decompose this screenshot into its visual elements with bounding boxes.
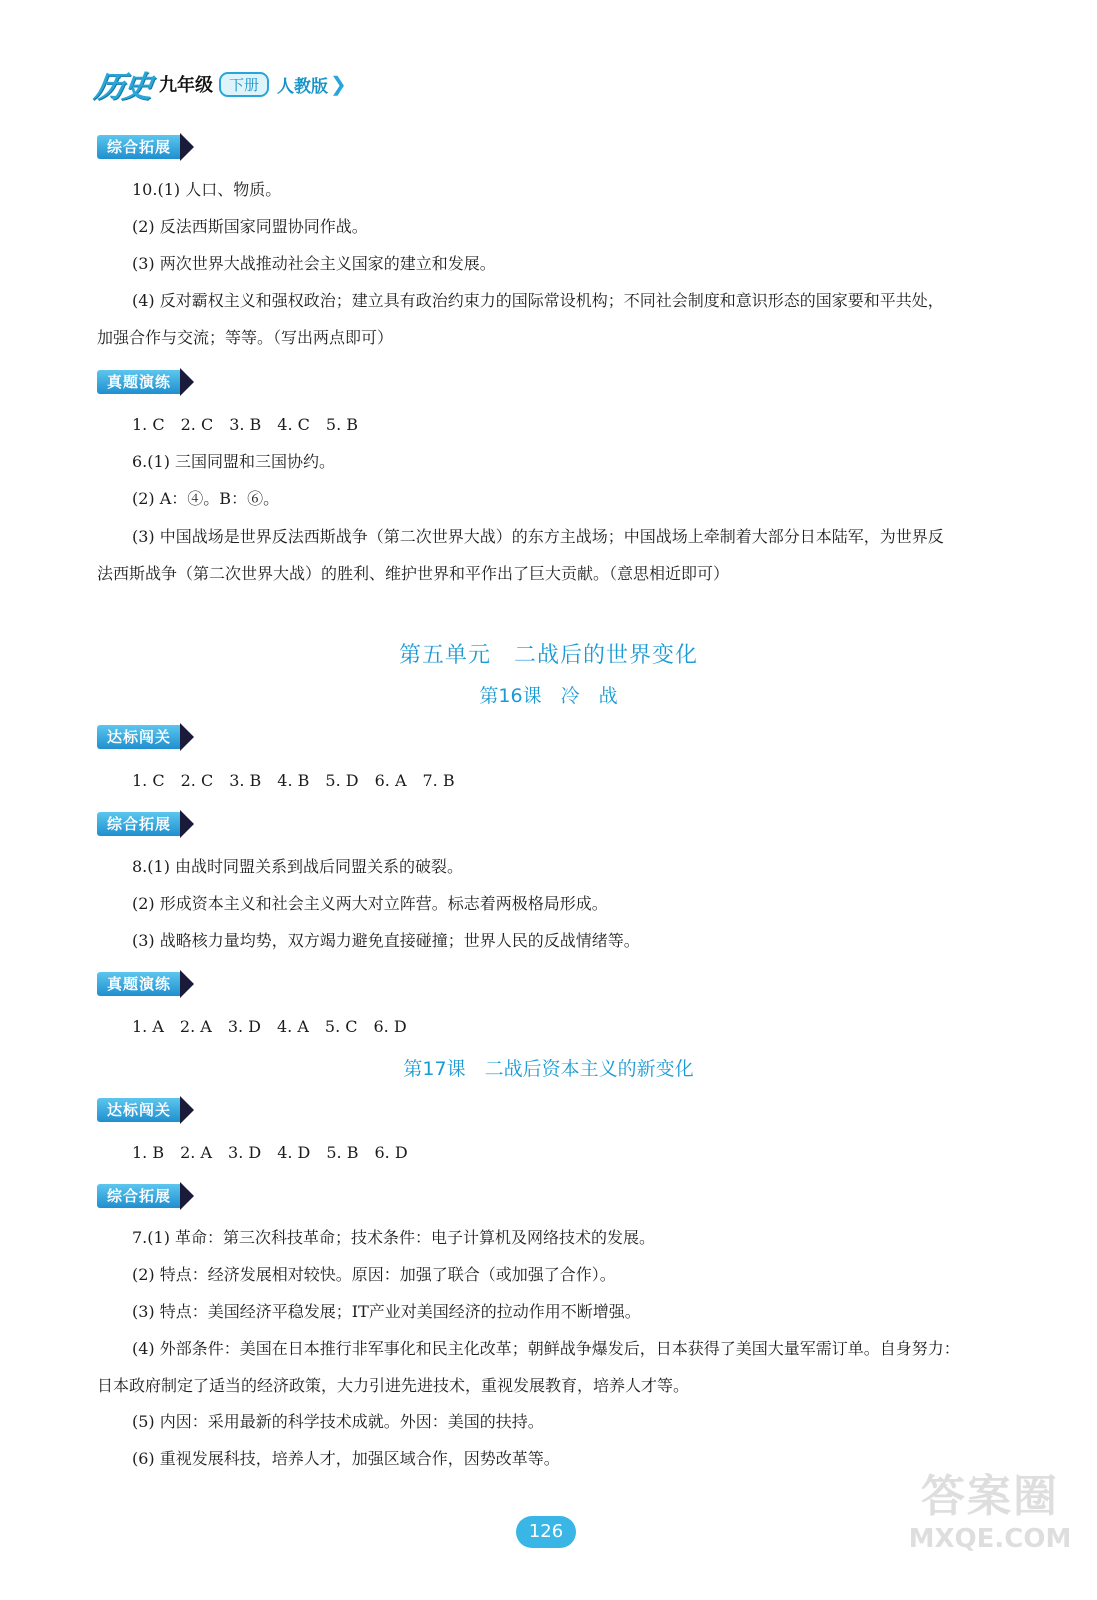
answer-line: (2) 反法西斯国家同盟协同作战。 [132,217,368,236]
section-tag-pass-level: 达标闯关 [97,723,194,751]
tag-arrow-icon [180,133,194,161]
section-tag-comprehensive: 综合拓展 [97,810,194,838]
edition-label: 人教版 [277,76,329,97]
answer-line: 6.(1) 三国同盟和三国协约。 [132,452,336,471]
answer-line: 日本政府制定了适当的经济政策，大力引进先进技术，重视发展教育，培养人才等。 [97,1376,690,1395]
section-tag-pass-level: 达标闯关 [97,1096,194,1124]
answer-line: 7.(1) 革命：第三次科技革命；技术条件：电子计算机及网络技术的发展。 [132,1228,656,1247]
answer-line: (3) 两次世界大战推动社会主义国家的建立和发展。 [132,254,496,273]
answer-line: (3) 战略核力量均势，双方竭力避免直接碰撞；世界人民的反战情绪等。 [132,931,640,950]
tag-arrow-icon [180,1182,194,1210]
answer-line: (5) 内因：采用最新的科学技术成就。外因：美国的扶持。 [132,1412,544,1431]
answer-line: (4) 反对霸权主义和强权政治；建立具有政治约束力的国际常设机构；不同社会制度和意识形态的国家要和平共处， [132,291,944,310]
section-tag-real-exam: 真题演练 [97,970,194,998]
unit-title: 第五单元 二战后的世界变化 [398,643,698,668]
tag-arrow-icon [180,368,194,396]
lesson-title: 第17课 二战后资本主义的新变化 [403,1058,694,1080]
grade-label: 九年级 [159,75,213,96]
answer-line: 8.(1) 由战时同盟关系到战后同盟关系的破裂。 [132,857,464,876]
tag-arrow-icon [180,1096,194,1124]
tag-arrow-icon [180,970,194,998]
answer-line: (3) 特点：美国经济平稳发展；IT产业对美国经济的拉动作用不断增强。 [132,1302,641,1321]
book-logo: 历史 [92,70,153,105]
tag-arrow-icon [180,723,194,751]
lesson-title: 第16课 冷 战 [479,685,618,707]
answer-line: 1. A 2. A 3. D 4. A 5. C 6. D [132,1017,407,1036]
answer-line: 1. C 2. C 3. B 4. C 5. B [132,415,359,434]
page-header [92,62,347,106]
answer-line: (6) 重视发展科技，培养人才，加强区域合作，因势改革等。 [132,1449,560,1468]
watermark-text: 答案圈 [921,1471,1059,1522]
answer-line: (2) 形成资本主义和社会主义两大对立阵营。标志着两极格局形成。 [132,894,608,913]
answer-line: 法西斯战争（第二次世界大战）的胜利、维护世界和平作出了巨大贡献。（意思相近即可） [97,564,730,583]
answer-line: 10.(1) 人口、物质。 [132,180,282,199]
answer-line: (2) A：④。B：⑥。 [132,489,280,508]
volume-badge: 下册 [219,72,269,97]
watermark [905,1470,1075,1554]
answer-line: (2) 特点：经济发展相对较快。原因：加强了联合（或加强了合作）。 [132,1265,616,1284]
tag-arrow-icon [180,810,194,838]
answer-line: 加强合作与交流；等等。（写出两点即可） [97,328,394,347]
answer-line: 1. C 2. C 3. B 4. B 5. D 6. A 7. B [132,771,455,790]
answer-line: (3) 中国战场是世界反法西斯战争（第二次世界大战）的东方主战场；中国战场上牵制着大部分日本陆军，为世界反 [132,527,944,546]
section-tag-comprehensive: 综合拓展 [97,133,194,161]
chevron-right-icon: ❯ [330,72,347,96]
watermark-url: MXQE.COM [908,1524,1072,1554]
answer-line: (4) 外部条件：美国在日本推行非军事化和民主化改革；朝鲜战争爆发后，日本获得了美国大量军需订单。自身努力： [132,1339,960,1358]
section-tag-comprehensive: 综合拓展 [97,1182,194,1210]
section-tag-real-exam: 真题演练 [97,368,194,396]
answer-line: 1. B 2. A 3. D 4. D 5. B 6. D [132,1143,408,1162]
page-number: 126 [516,1516,576,1548]
